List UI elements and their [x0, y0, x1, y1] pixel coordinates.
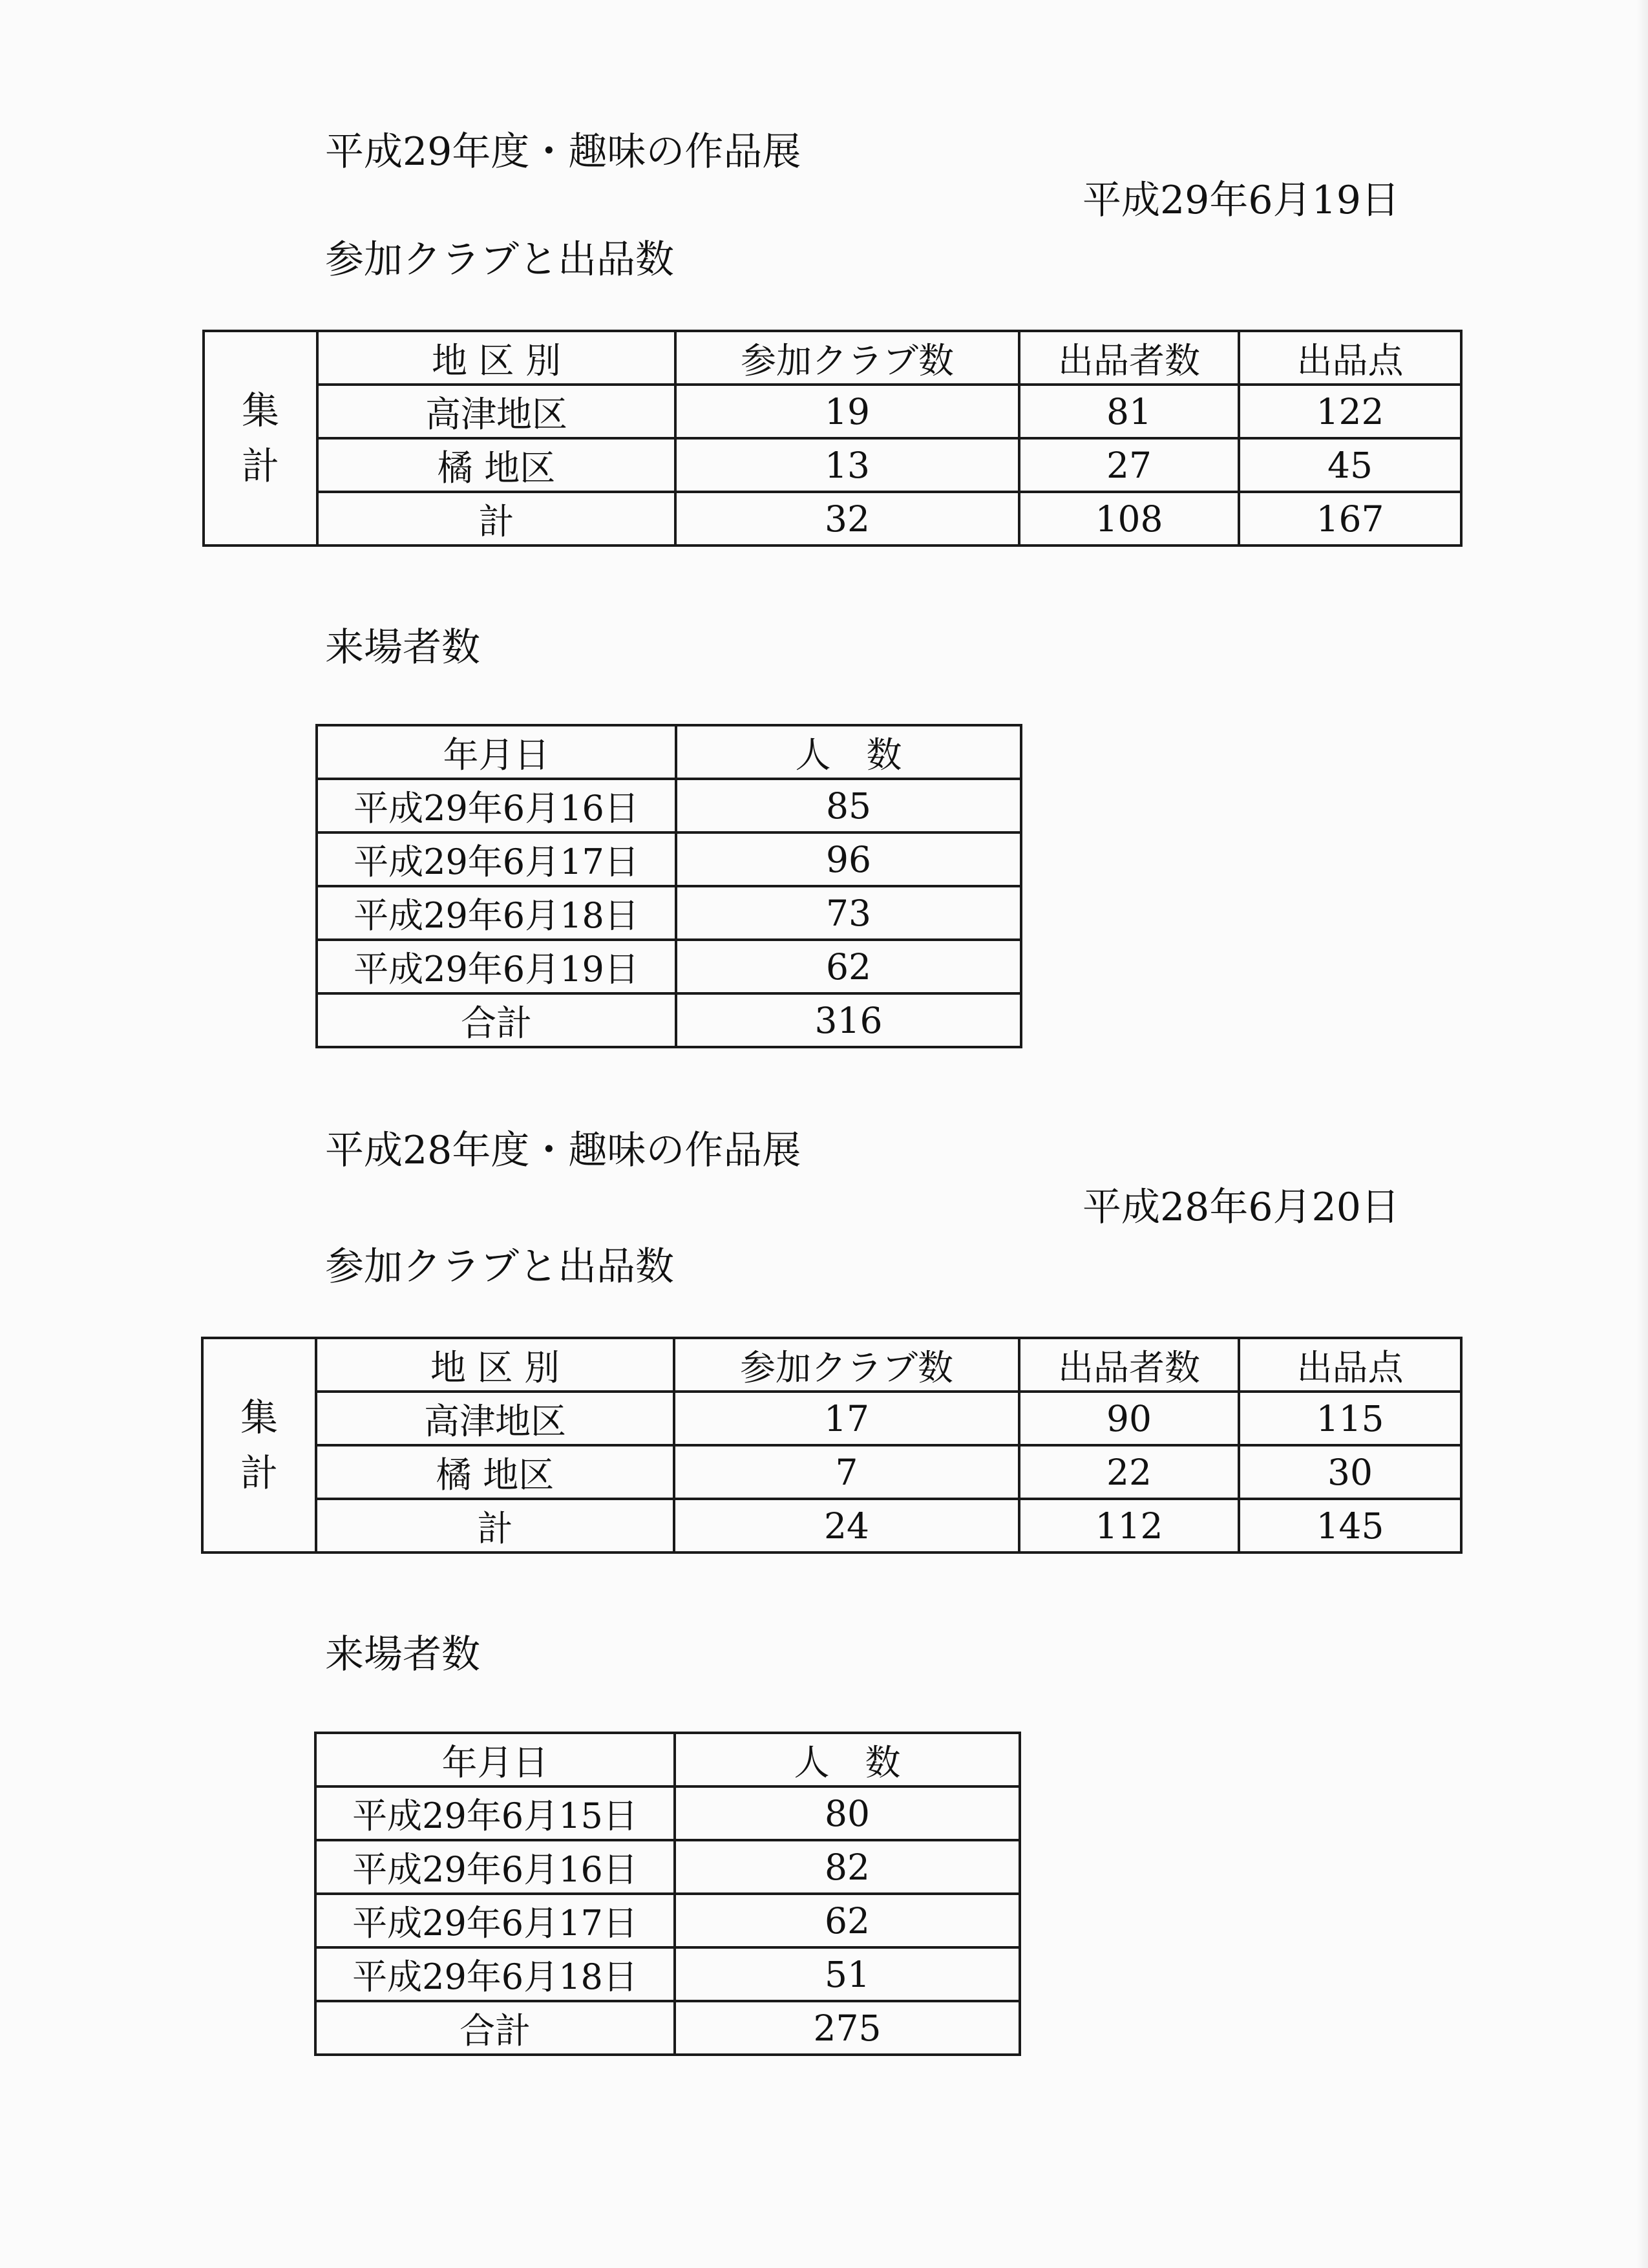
table-cell: 13 — [675, 438, 1019, 492]
table-cell: 高津地区 — [317, 385, 675, 438]
header-cell: 人 数 — [676, 725, 1021, 779]
table-cell: 19 — [675, 385, 1019, 438]
header-cell: 地 区 別 — [316, 1338, 674, 1392]
table-cell: 平成29年6月18日 — [315, 1947, 675, 2001]
table-cell: 62 — [676, 940, 1021, 993]
header-cell: 参加クラブ数 — [675, 331, 1019, 385]
table-cell: 計 — [317, 492, 675, 546]
visitors-heading: 来場者数 — [325, 1632, 480, 1677]
header-cell: 参加クラブ数 — [674, 1338, 1019, 1392]
table-cell: 30 — [1239, 1445, 1461, 1499]
table-cell: 平成29年6月17日 — [315, 1894, 675, 1947]
table-cell: 17 — [674, 1392, 1019, 1445]
clubs-heading: 参加クラブと出品数 — [325, 1244, 674, 1289]
table-cell: 145 — [1239, 1499, 1461, 1553]
table-cell: 85 — [676, 779, 1021, 832]
visitors-table — [315, 724, 1022, 1048]
side-label-char: 集 — [240, 1395, 278, 1439]
visitors-table — [314, 1732, 1021, 2056]
table-cell: 275 — [675, 2001, 1020, 2055]
table-cell: 橘 地区 — [316, 1445, 674, 1499]
table-row — [204, 438, 1461, 492]
table-cell: 62 — [675, 1894, 1020, 1947]
table-cell: 高津地区 — [316, 1392, 674, 1445]
header-cell: 人 数 — [675, 1733, 1020, 1786]
table-cell: 81 — [1019, 385, 1239, 438]
table-row — [315, 1947, 1020, 2001]
table-header-row — [204, 331, 1461, 385]
table-cell: 22 — [1019, 1445, 1239, 1499]
clubs-table — [201, 1337, 1463, 1554]
table-cell: 7 — [674, 1445, 1019, 1499]
table-cell: 80 — [675, 1786, 1020, 1840]
side-label-char: 計 — [241, 444, 279, 488]
table-header-row — [317, 725, 1021, 779]
table-row — [315, 1894, 1020, 1947]
scan-edge-shadow — [1636, 0, 1648, 2268]
document-date: 平成28年6月20日 — [1083, 1185, 1400, 1230]
header-cell: 出品者数 — [1019, 1338, 1239, 1392]
section-title: 平成29年度・趣味の作品展 — [325, 129, 801, 175]
document-date: 平成29年6月19日 — [1083, 178, 1400, 223]
table-cell: 51 — [675, 1947, 1020, 2001]
table-cell: 122 — [1239, 385, 1461, 438]
table-cell: 橘 地区 — [317, 438, 675, 492]
table-cell: 合計 — [317, 993, 676, 1047]
summary-side-label — [204, 331, 317, 546]
table-cell: 316 — [676, 993, 1021, 1047]
summary-side-label — [202, 1338, 316, 1553]
header-cell: 年月日 — [315, 1733, 675, 1786]
table-row — [317, 779, 1021, 832]
visitors-heading: 来場者数 — [325, 625, 480, 670]
table-row — [204, 385, 1461, 438]
table-cell: 平成29年6月19日 — [317, 940, 676, 993]
table-cell: 115 — [1239, 1392, 1461, 1445]
side-label-char: 計 — [240, 1451, 278, 1495]
table-row — [202, 1445, 1461, 1499]
table-total-row — [202, 1499, 1461, 1553]
header-cell: 出品点 — [1239, 1338, 1461, 1392]
clubs-heading: 参加クラブと出品数 — [325, 237, 674, 282]
table-total-row — [315, 2001, 1020, 2055]
table-cell: 112 — [1019, 1499, 1239, 1553]
header-cell: 出品者数 — [1019, 331, 1239, 385]
table-row — [202, 1392, 1461, 1445]
table-cell: 計 — [316, 1499, 674, 1553]
table-cell: 108 — [1019, 492, 1239, 546]
table-cell: 73 — [676, 886, 1021, 940]
table-total-row — [317, 993, 1021, 1047]
header-cell: 年月日 — [317, 725, 676, 779]
table-total-row — [204, 492, 1461, 546]
table-cell: 90 — [1019, 1392, 1239, 1445]
section-title: 平成28年度・趣味の作品展 — [325, 1128, 801, 1173]
table-cell: 平成29年6月15日 — [315, 1786, 675, 1840]
table-row — [315, 1786, 1020, 1840]
table-row — [315, 1840, 1020, 1894]
table-cell: 82 — [675, 1840, 1020, 1894]
side-label-char: 集 — [241, 388, 279, 432]
table-cell: 96 — [676, 832, 1021, 886]
table-cell: 24 — [674, 1499, 1019, 1553]
table-cell: 平成29年6月18日 — [317, 886, 676, 940]
header-cell: 出品点 — [1239, 331, 1461, 385]
table-header-row — [202, 1338, 1461, 1392]
table-cell: 平成29年6月16日 — [315, 1840, 675, 1894]
table-cell: 平成29年6月16日 — [317, 779, 676, 832]
table-cell: 27 — [1019, 438, 1239, 492]
table-cell: 32 — [675, 492, 1019, 546]
header-cell: 地 区 別 — [317, 331, 675, 385]
table-row — [317, 886, 1021, 940]
table-header-row — [315, 1733, 1020, 1786]
clubs-table — [202, 330, 1463, 547]
table-cell: 45 — [1239, 438, 1461, 492]
table-cell: 167 — [1239, 492, 1461, 546]
table-cell: 平成29年6月17日 — [317, 832, 676, 886]
table-cell: 合計 — [315, 2001, 675, 2055]
table-row — [317, 940, 1021, 993]
table-row — [317, 832, 1021, 886]
